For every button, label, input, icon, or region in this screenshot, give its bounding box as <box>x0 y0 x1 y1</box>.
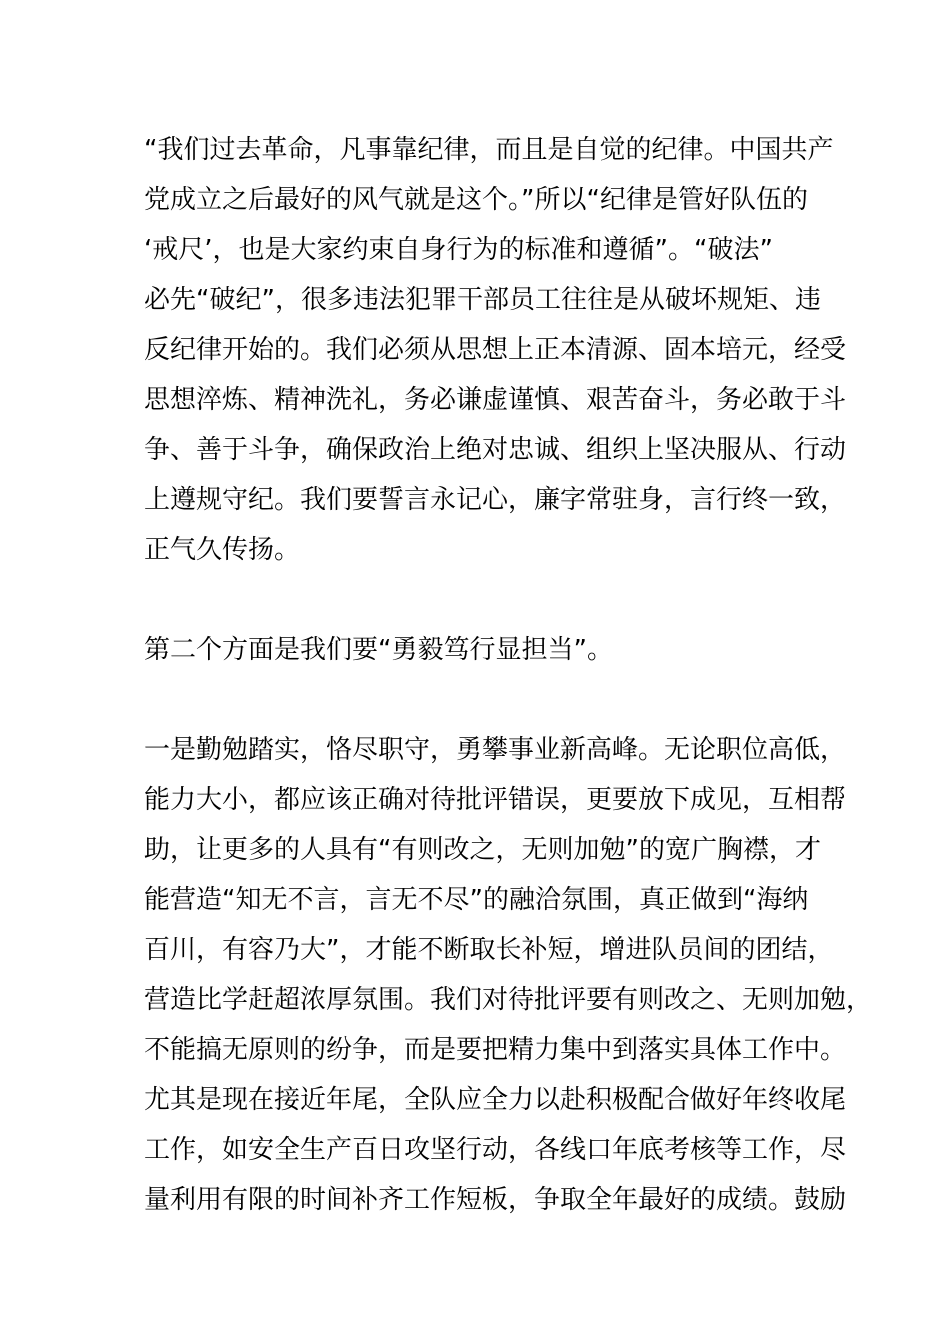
paragraph-1-line-5: 反纪律开始的。我们必须从思想上正本清源、固本培元，经受 <box>144 335 847 365</box>
paragraph-3-line-7: 不能搞无原则的纷争，而是要把精力集中到落实具体工作中。 <box>144 1035 847 1065</box>
paragraph-1-line-1: “我们过去革命，凡事靠纪律，而且是自觉的纪律。中国共产 <box>144 135 834 165</box>
paragraph-1-line-3: ‘戒尺’，也是大家约束自身行为的标准和遵循”。“破法” <box>144 235 773 265</box>
paragraph-3-line-1: 一是勤勉踏实，恪尽职守，勇攀事业新高峰。无论职位高低， <box>144 735 847 765</box>
paragraph-3-line-5: 百川，有容乃大”，才能不断取长补短，增进队员间的团结， <box>144 935 834 965</box>
paragraph-1-line-4: 必先“破纪”，很多违法犯罪干部员工往往是从破坏规矩、违 <box>144 285 821 315</box>
paragraph-3-line-2: 能力大小，都应该正确对待批评错误，更要放下成见，互相帮 <box>144 785 847 815</box>
paragraph-3-line-4: 能营造“知无不言，言无不尽”的融洽氛围，真正做到“海纳 <box>144 885 809 915</box>
paragraph-1-line-9: 正气久传扬。 <box>144 535 301 565</box>
paragraph-3-line-6: 营造比学赶超浓厚氛围。我们对待批评要有则改之、无则加勉， <box>144 985 873 1015</box>
paragraph-3-line-9: 工作，如安全生产百日攻坚行动，各线口年底考核等工作，尽 <box>144 1135 847 1165</box>
paragraph-3-line-8: 尤其是现在接近年尾，全队应全力以赴积极配合做好年终收尾 <box>144 1085 847 1115</box>
section-heading: 第二个方面是我们要“勇毅笃行显担当”。 <box>144 635 613 665</box>
paragraph-3-line-3: 助，让更多的人具有“有则改之，无则加勉”的宽广胸襟，才 <box>144 835 821 865</box>
paragraph-1-line-2: 党成立之后最好的风气就是这个。”所以“纪律是管好队伍的 <box>144 185 808 215</box>
paragraph-1-line-8: 上遵规守纪。我们要誓言永记心，廉字常驻身，言行终一致， <box>144 485 847 515</box>
paragraph-1-line-6: 思想淬炼、精神洗礼，务必谦虚谨慎、艰苦奋斗，务必敢于斗 <box>144 385 847 415</box>
paragraph-1-line-7: 争、善于斗争，确保政治上绝对忠诚、组织上坚决服从、行动 <box>144 435 847 465</box>
paragraph-3-line-10: 量利用有限的时间补齐工作短板，争取全年最好的成绩。鼓励 <box>144 1185 847 1215</box>
